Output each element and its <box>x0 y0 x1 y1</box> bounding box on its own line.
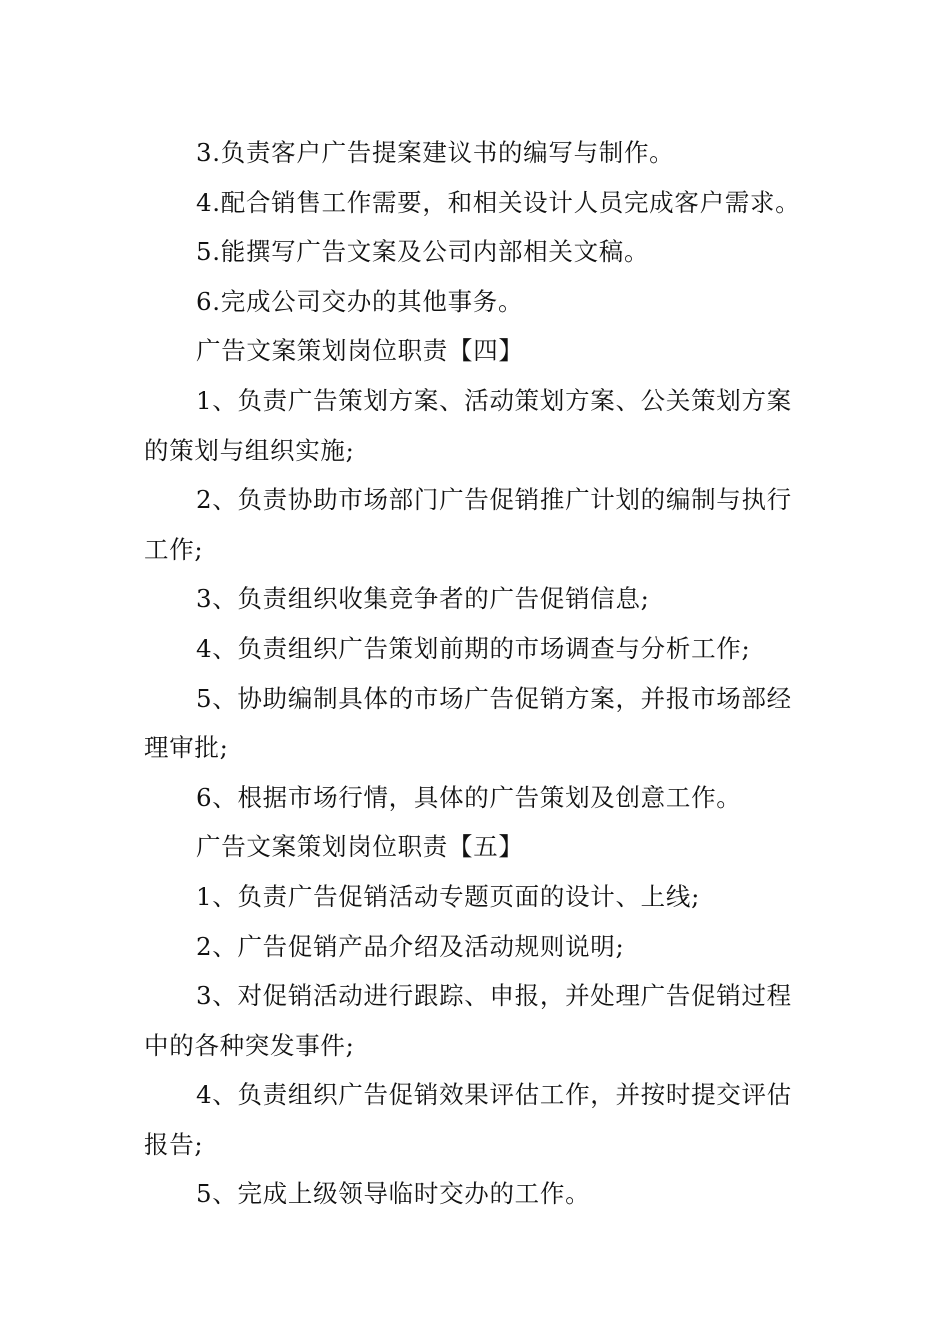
list-item: 3、对促销活动进行跟踪、申报，并处理广告促销过程中的各种突发事件; <box>144 981 792 1060</box>
list-item: 4.配合销售工作需要，和相关设计人员完成客户需求。 <box>196 187 801 217</box>
list-item: 3、负责组织收集竞争者的广告促销信息; <box>196 584 650 614</box>
list-item: 3.负责客户广告提案建议书的编写与制作。 <box>196 138 675 167</box>
list-item: 2、负责协助市场部门广告促销推广计划的编制与执行工作; <box>144 485 792 564</box>
list-item: 6.完成公司交办的其他事务。 <box>196 286 524 316</box>
list-item: 5、完成上级领导临时交办的工作。 <box>196 1179 591 1209</box>
list-item: 1、负责广告策划方案、活动策划方案、公关策划方案的策划与组织实施; <box>144 385 792 465</box>
list-item: 1、负责广告促销活动专题页面的设计、上线; <box>196 881 701 911</box>
list-item: 5.能撰写广告文案及公司内部相关文稿。 <box>196 237 650 267</box>
list-item: 5、协助编制具体的市场广告促销方案，并报市场部经理审批; <box>144 683 792 763</box>
section-heading: 广告文案策划岗位职责【四】 <box>196 336 524 366</box>
section-heading: 广告文案策划岗位职责【五】 <box>196 832 524 862</box>
list-item: 6、根据市场行情，具体的广告策划及创意工作。 <box>196 782 742 812</box>
document-body <box>144 128 808 1219</box>
list-item: 4、负责组织广告促销效果评估工作，并按时提交评估报告; <box>144 1080 792 1159</box>
list-item: 2、广告促销产品介绍及活动规则说明; <box>196 931 625 961</box>
list-item: 4、负责组织广告策划前期的市场调查与分析工作; <box>196 633 751 663</box>
